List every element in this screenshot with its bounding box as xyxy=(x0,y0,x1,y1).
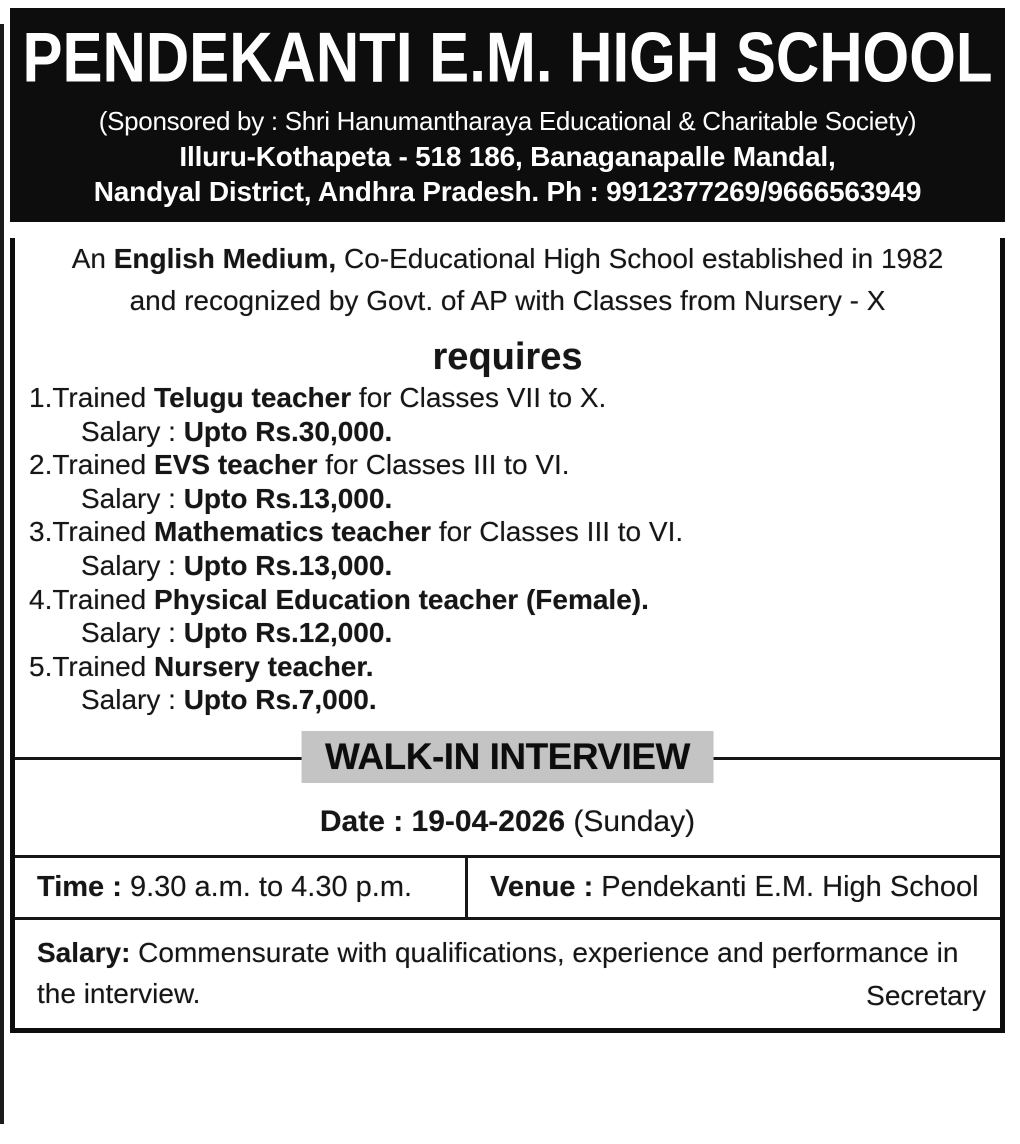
position-line xyxy=(29,650,990,684)
walkin-divider xyxy=(15,731,1000,787)
position-role: Nursery teacher. xyxy=(154,650,374,682)
salary-value: Upto Rs.7,000. xyxy=(183,684,377,716)
advertisement xyxy=(10,8,1005,1033)
position-text: Trained xyxy=(52,650,155,682)
salary-note-section xyxy=(15,920,1000,1028)
note-label: Salary: xyxy=(37,936,131,968)
salary-label: Salary : xyxy=(81,482,184,514)
position-text: Trained xyxy=(52,516,155,548)
list-item xyxy=(29,381,990,448)
ad-header xyxy=(10,8,1005,222)
salary-line xyxy=(29,683,990,717)
position-text: Trained xyxy=(52,583,155,615)
venue-value: Pendekanti E.M. High School xyxy=(593,870,979,903)
salary-note-text xyxy=(37,933,970,1014)
interview-venue xyxy=(468,858,1000,917)
address-line-2: Nandyal District, Andhra Pradesh. Ph : 9912377269/9666563949 xyxy=(93,176,922,207)
intro-text: An xyxy=(71,243,114,274)
time-label: Time : xyxy=(37,870,122,903)
position-role: Mathematics teacher xyxy=(154,516,432,548)
intro-line-2: and recognized by Govt. of AP with Classes from Nursery - X xyxy=(129,285,886,316)
date-value: Date : 19-04-2026 xyxy=(319,804,566,838)
signature: Secretary xyxy=(866,979,986,1011)
position-line xyxy=(29,381,990,415)
salary-line xyxy=(29,482,990,516)
salary-label: Salary : xyxy=(81,684,184,716)
list-item xyxy=(29,448,990,515)
interview-date xyxy=(15,787,1000,855)
position-line xyxy=(29,448,990,482)
list-item xyxy=(29,515,990,582)
position-role: EVS teacher xyxy=(154,449,318,481)
address-line-1: Illuru-Kothapeta - 518 186, Banaganapalle Mandal, xyxy=(179,141,836,172)
salary-value: Upto Rs.12,000. xyxy=(183,617,393,649)
position-text: for Classes III to VI. xyxy=(317,449,570,481)
date-day: (Sunday) xyxy=(565,804,696,838)
position-text: for Classes III to VI. xyxy=(431,516,684,548)
intro-bold-text: English Medium, xyxy=(113,243,337,274)
venue-label: Venue : xyxy=(490,870,594,903)
position-role: Physical Education teacher (Female). xyxy=(154,583,649,615)
item-number: 1. xyxy=(29,382,53,413)
salary-line xyxy=(29,616,990,650)
item-number: 3. xyxy=(29,516,53,548)
position-text: for Classes VII to X. xyxy=(351,382,607,413)
item-number: 2. xyxy=(29,449,53,481)
intro-text: Co-Educational High School established in 1982 xyxy=(336,243,944,274)
position-line xyxy=(29,583,990,617)
sponsored-line: (Sponsored by : Shri Hanumantharaya Educational & Charitable Society) xyxy=(98,106,917,136)
note-text: Commensurate with qualifications, experience and performance in the interview. xyxy=(37,936,959,1009)
salary-value: Upto Rs.30,000. xyxy=(183,415,393,447)
salary-label: Salary : xyxy=(81,415,184,447)
newspaper-column-rule xyxy=(0,24,4,1124)
position-text: Trained xyxy=(52,382,155,413)
school-name-title: PENDEKANTI E.M. HIGH SCHOOL xyxy=(22,17,993,97)
position-line xyxy=(29,515,990,549)
item-number: 5. xyxy=(29,650,53,682)
position-role: Telugu teacher xyxy=(154,382,352,413)
salary-label: Salary : xyxy=(81,549,184,581)
interview-time xyxy=(15,858,468,917)
list-item xyxy=(29,583,990,650)
salary-line xyxy=(29,549,990,583)
position-text: Trained xyxy=(52,449,155,481)
salary-value: Upto Rs.13,000. xyxy=(183,549,393,581)
intro-line-1 xyxy=(41,238,974,280)
list-item xyxy=(29,650,990,717)
walkin-interview-banner: WALK-IN INTERVIEW xyxy=(301,731,714,783)
salary-value: Upto Rs.13,000. xyxy=(183,482,393,514)
time-venue-row xyxy=(15,855,1000,920)
ad-body xyxy=(10,238,1005,1033)
time-value: 9.30 a.m. to 4.30 p.m. xyxy=(121,870,413,903)
salary-line xyxy=(29,415,990,449)
salary-label: Salary : xyxy=(81,617,184,649)
item-number: 4. xyxy=(29,583,53,615)
positions-list xyxy=(15,381,1000,717)
requires-heading: requires xyxy=(432,336,583,378)
